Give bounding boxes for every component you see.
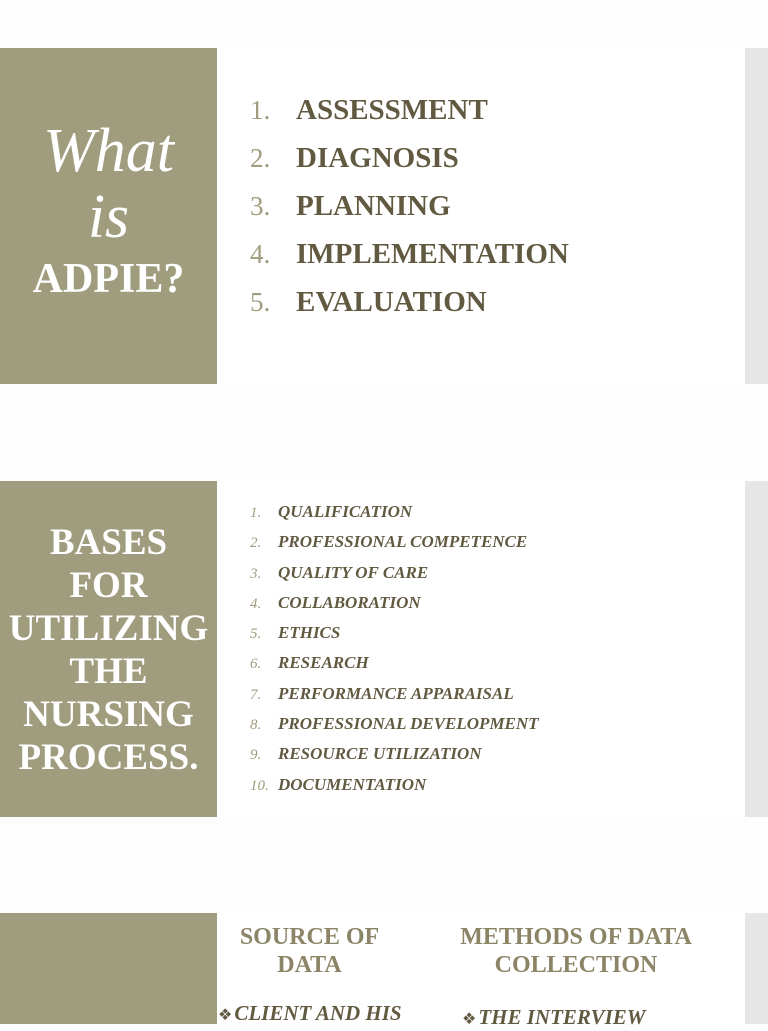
list-item [250, 711, 539, 741]
list-label: ETHICS [278, 623, 341, 643]
list-label: QUALITY OF CARE [278, 562, 429, 582]
next-slide-edge [745, 481, 768, 817]
list-item [250, 234, 569, 282]
slide-adpie [0, 48, 768, 384]
list-label: EVALUATION [296, 286, 487, 318]
list-label: PROFESSIONAL DEVELOPMENT [278, 714, 539, 734]
next-slide-edge [745, 48, 768, 384]
list-item [250, 560, 539, 590]
list-number: 7. [250, 686, 262, 703]
list-label: DOCUMENTATION [278, 774, 427, 794]
list-number: 1. [250, 95, 271, 125]
diamond-bullet-icon: ❖ [462, 1009, 477, 1028]
list-number: 4. [250, 595, 262, 612]
list-item [250, 650, 539, 680]
list-number: 2. [250, 535, 262, 552]
list-label: RESEARCH [278, 653, 369, 673]
list-item [250, 282, 569, 330]
bullet-text: THE INTERVIEW [478, 1005, 646, 1029]
title-panel [0, 48, 217, 384]
list-item [250, 620, 539, 650]
list-item [250, 681, 539, 711]
title-panel [0, 913, 217, 1024]
title-line: FOR [69, 565, 148, 606]
source-of-data-heading [222, 923, 397, 979]
list-label: PERFORMANCE APPARAISAL [278, 683, 514, 703]
methods-heading [445, 923, 707, 979]
list-item [250, 186, 569, 234]
title-line: BASES [49, 522, 168, 563]
title-panel [0, 481, 217, 817]
heading-line: SOURCE OF [239, 924, 380, 950]
list-item [250, 90, 569, 138]
list-number: 3. [250, 565, 262, 582]
list-label: PLANNING [296, 190, 451, 222]
list-number: 8. [250, 717, 262, 734]
list-item [250, 138, 569, 186]
slide-title [0, 521, 217, 779]
list-label: RESOURCE UTILIZATION [278, 744, 482, 764]
list-number: 9. [250, 747, 262, 764]
list-label: PROFESSIONAL COMPETENCE [278, 532, 528, 552]
title-line: UTILIZING [8, 608, 209, 649]
heading-line: DATA [277, 952, 342, 978]
list-item [250, 529, 539, 559]
list-label: QUALIFICATION [278, 502, 413, 521]
list-number: 10. [250, 777, 269, 794]
list-label: ASSESSMENT [296, 94, 488, 126]
next-slide-edge [745, 913, 768, 1024]
title-line-is: is [87, 183, 130, 251]
diamond-bullet-icon: ❖ [218, 1005, 233, 1024]
list-number: 3. [250, 191, 271, 221]
title-line-adpie: ADPIE? [32, 256, 185, 302]
list-label: COLLABORATION [278, 592, 421, 612]
list-label: DIAGNOSIS [296, 142, 459, 174]
bases-list [250, 499, 539, 802]
list-number: 6. [250, 656, 262, 673]
list-number: 5. [250, 626, 262, 643]
bullet-text: CLIENT AND HIS [234, 1001, 402, 1025]
list-number: 4. [250, 239, 271, 269]
list-item [250, 499, 539, 529]
title-line-what: What [43, 117, 174, 185]
title-line: PROCESS. [18, 737, 199, 778]
heading-line: METHODS OF DATA [460, 924, 692, 950]
list-number: 2. [250, 143, 271, 173]
slide-title [0, 118, 217, 304]
list-number: 1. [250, 505, 262, 521]
list-item [250, 590, 539, 620]
list-number: 5. [250, 287, 271, 317]
method-bullet [462, 1005, 645, 1031]
title-line: NURSING [23, 694, 194, 735]
heading-line: COLLECTION [494, 952, 658, 978]
source-bullet [218, 1001, 402, 1027]
list-item [250, 772, 539, 802]
adpie-steps-list [250, 90, 569, 330]
slide-bases [0, 481, 768, 817]
list-label: IMPLEMENTATION [296, 238, 569, 270]
slide-data-sources [0, 913, 768, 1029]
list-item [250, 741, 539, 771]
title-line: THE [69, 651, 148, 692]
